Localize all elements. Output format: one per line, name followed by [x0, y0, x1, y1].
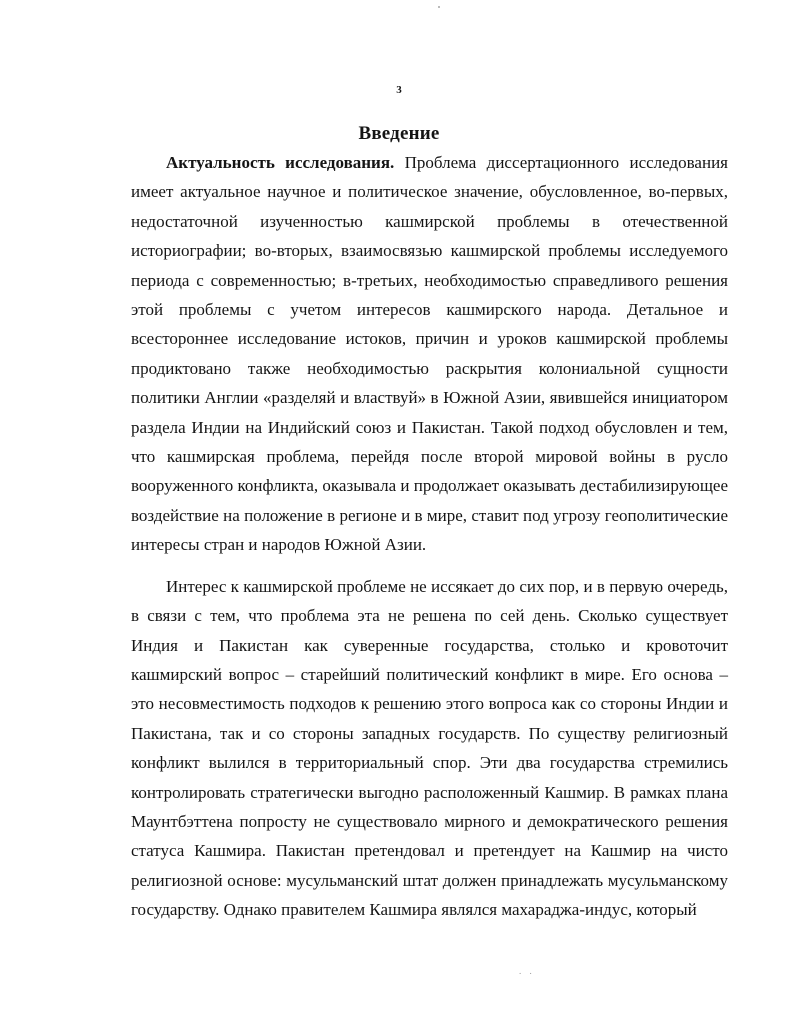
paragraph-interest: Интерес к кашмирской проблеме не иссякает до сих пор, и в первую очередь, в связи с тем, что проблема эта не решена по сей день. Сколько существует Индия и Пакистан как суверенные государства, столько и кровоточит кашмирский вопрос – старейший политический конфликт в мире. Его основа – это несовместимость подходов к решению этого вопроса как со стороны Индии и Пакистана, так и со стороны западных государств. По существу религиозный конфликт вылился в территориальный спор. Эти два государства стремились контролировать стратегически выгодно расположенный Кашмир. В рамках плана Маунтбэттена попросту не существовало мирного и демократического решения статуса Кашмира. Пакистан претендовал и претендует на Кашмир на чисто религиозной основе: мусульманский штат должен принадлежать мусульманскому государству. Однако правителем Кашмира являлся махараджа-индус, который — [131, 576, 728, 920]
page-number: 3 — [396, 84, 402, 96]
document-body — [131, 148, 728, 925]
page-title: Введение — [358, 122, 440, 144]
scan-marks: . . — [519, 966, 535, 976]
scan-dot — [438, 6, 440, 8]
paragraph-relevance — [131, 148, 728, 560]
paragraph-lead: Актуальность исследования. — [166, 153, 395, 172]
paragraph-text: Проблема диссертационного исследования имеет актуальное научное и политическое значение, обусловленное, во-первых, недостаточной изученностью кашмирской проблемы в отечественной историографии; во-вторых, взаимосвязью кашмирской проблемы исследуемого периода с современностью; в-третьих, необходимостью справедливого решения этой проблемы с учетом интересов кашмирского народа. Детальное и всестороннее исследование истоков, причин и уроков кашмирской проблемы продиктовано также необходимостью раскрытия колониальной сущности политики Англии «разделяй и властвуй» в Южной Азии, явившейся инициатором раздела Индии на Индийский союз и Пакистан. Такой подход обусловлен и тем, что кашмирская проблема, перейдя после второй мировой войны в русло вооруженного конфликта, оказывала и продолжает оказывать дестабилизирующее воздействие на положение в регионе и в мире, ставит под угрозу геополитические интересы стран и народов Южной Азии. — [131, 153, 728, 555]
